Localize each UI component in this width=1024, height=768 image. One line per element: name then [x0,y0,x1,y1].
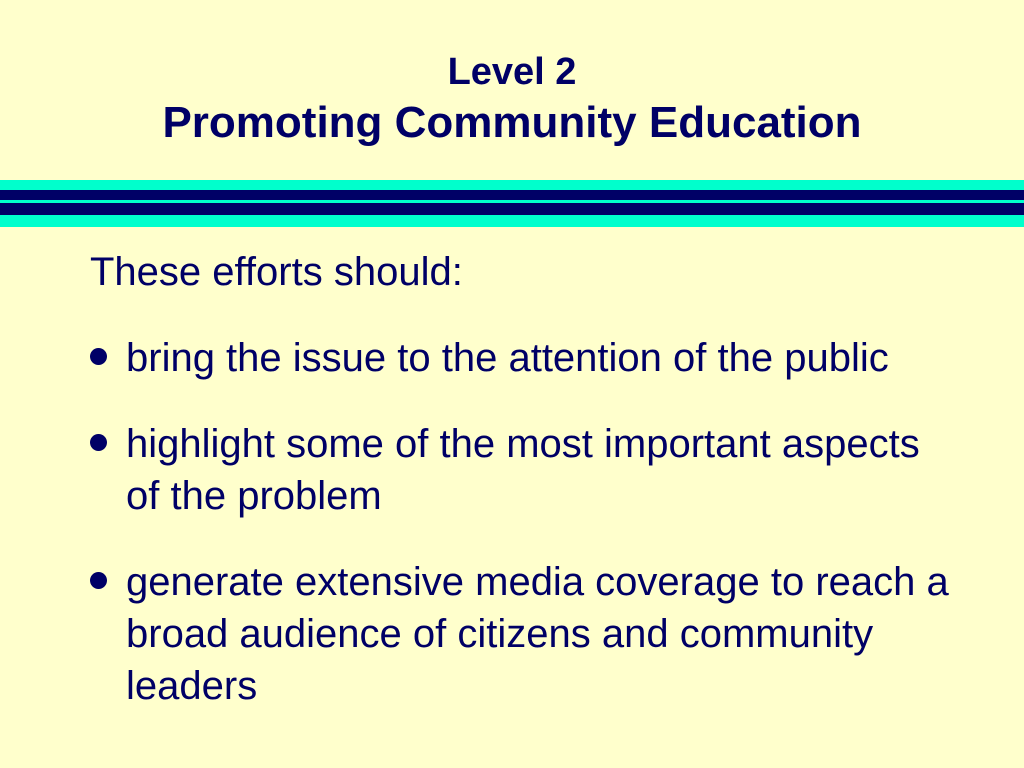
slide-title [0,48,1024,150]
bullet-dot-icon [90,348,107,365]
bullet-text: highlight some of the most important aspects of the problem [126,422,920,518]
bullet-item [90,332,950,384]
stripe-navy-lower [0,203,1024,215]
bullet-dot-icon [90,434,107,451]
stripe-teal-bottom [0,215,1024,227]
intro-text: These efforts should: [90,250,463,294]
stripe-teal-top [0,180,1024,190]
stripe-navy-upper [0,190,1024,200]
bullet-dot-icon [90,572,107,589]
title-main: Promoting Community Education [162,98,862,147]
slide-body [90,246,950,746]
decorative-stripes [0,180,1024,228]
title-level: Level 2 [447,51,577,93]
bullet-text: bring the issue to the attention of the public [126,336,889,380]
bullet-item [90,418,950,522]
bullet-text: generate extensive media coverage to reach a broad audience of citizens and community leaders [126,560,949,708]
bullet-list [90,332,950,712]
bullet-item [90,556,950,712]
